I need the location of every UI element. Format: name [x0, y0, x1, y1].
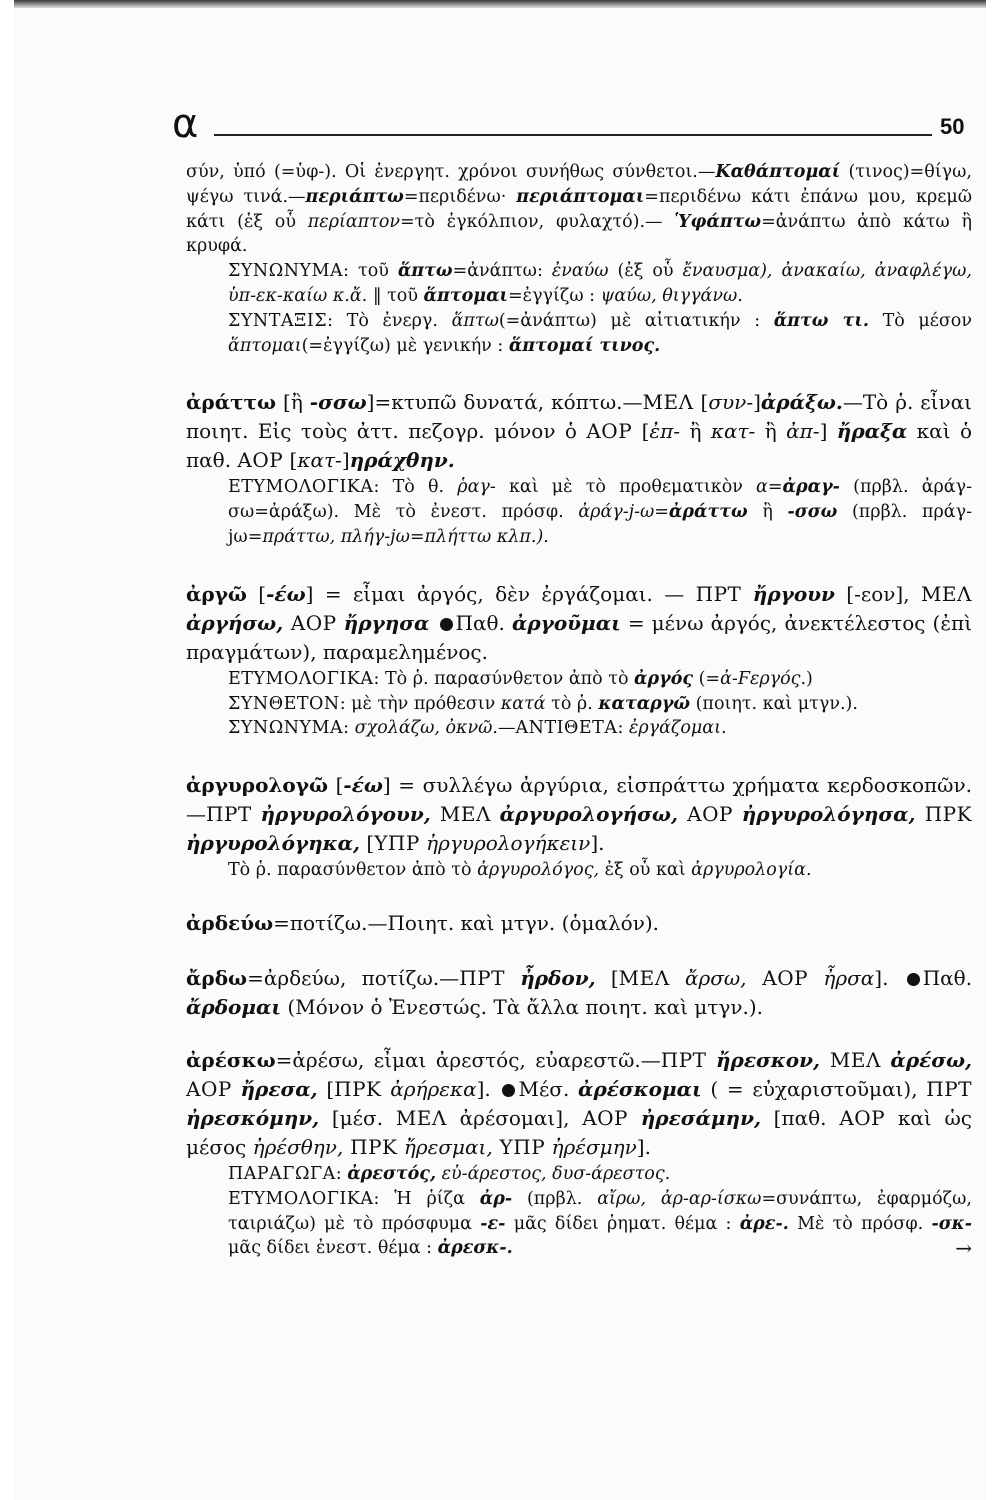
- headword: ἀρέσκω: [186, 1047, 276, 1072]
- paragraph: σύν, ὑπό (=ὑφ-). Οἱ ἐνεργητ. χρόνοι συνήθως σύνθετοι.—Καθάπτομαί (τινος)=θίγω, ψέγω τινά.—περιάπτω=περιδένω· περιάπτομαι=περιδένω κάτι ἐπάνω μου, κρεμῶ κάτι (ἐξ οὗ περίαπτον=τὸ ἐγκόλπιον, φυλαχτό).— Ὑφάπτω=ἀνάπτω ἀπὸ κάτω ἢ κρυφά.: [186, 162, 972, 257]
- synonyms-line: ΣΥΝΩΝΥΜΑ: τοῦ ἅπτω=ἀνάπτω: ἐναύω (ἐξ οὗ ἔναυσμα), ἀνακαίω, ἀναφλέγω, ὑπ-εκ-καίω κ.ἄ. ‖ τοῦ ἅπτομαι=ἐγγίζω : ψαύω, θιγγάνω.: [228, 261, 972, 306]
- entry-ardo: [186, 964, 972, 1022]
- headword: ἄρδω: [186, 965, 248, 990]
- etymology-line: ΕΤΥΜΟΛΟΓΙΚΑ: Ἡ ῥίζα ἀρ- (πρβλ. αἴρω, ἀρ-αρ-ίσκω=συνάπτω, ἐφαρμόζω, ταιριάζω) μὲ τὸ πρόσφυμα -ε- μᾶς δίδει ῥηματ. θέμα : ἀρε-. Μὲ τὸ πρόσφ. -σκ- μᾶς δίδει ἐνεστ. θέμα : ἀρεσκ-. →: [228, 1188, 972, 1261]
- etymology-line: ΕΤΥΜΟΛΟΓΙΚΑ: Τὸ ῥ. παρασύνθετον ἀπὸ τὸ ἀργός (=ἀ-Ϝεργός.): [228, 668, 813, 689]
- synonyms-line: ΣΥΝΩΝΥΜΑ: σχολάζω, ὀκνῶ.—ΑΝΤΙΘΕΤΑ: ἐργάζομαι.: [228, 718, 727, 739]
- header-rule: [214, 134, 932, 136]
- dictionary-content: [186, 160, 972, 1261]
- page-number: 50: [940, 114, 965, 139]
- entry-hapto-continuation: [186, 160, 972, 358]
- syntax-line: ΣΥΝΤΑΞΙΣ: Τὸ ἐνεργ. ἅπτω(=ἀνάπτω) μὲ αἰτιατικήν : ἅπτω τι. Τὸ μέσον ἅπτομαι(=ἐγγίζω) μὲ γενικήν : ἅπτομαί τινος.: [228, 310, 972, 356]
- entry-aresko: [186, 1046, 972, 1261]
- continue-arrow-icon: →: [955, 1236, 972, 1261]
- note-line: Τὸ ῥ. παρασύνθετον ἀπὸ τὸ ἀργυρολόγος, ἐξ οὗ καὶ ἀργυρολογία.: [228, 860, 812, 881]
- entry-headline: ἀργῶ [-έω] = εἶμαι ἀργός, δὲν ἐργάζομαι. — ΠΡΤ ἤργουν [-εον], ΜΕΛ ἀργήσω, ΑΟΡ ἤργησα Παθ. ἀργοῦμαι = μένω ἀργός, ἀνεκτέλεστος (ἐπὶ πραγμάτων), παραμελημένος.: [186, 581, 973, 664]
- headword: ἀρδεύω: [186, 910, 274, 935]
- bullet-dot: [502, 1084, 515, 1097]
- page-top-edge: [14, 0, 986, 8]
- entry-headline: ἀργυρολογῶ [-έω] = συλλέγω ἀργύρια, εἰσπράττω χρήματα κερδοσκοπῶν.—ΠΡΤ ἠργυρολόγουν, ΜΕΛ ἀργυρολογήσω, ΑΟΡ ἠργυρολόγησα, ΠΡΚ ἠργυρολόγηκα, [ΥΠΡ ἠργυρολογήκειν].: [186, 773, 973, 856]
- section-letter: α: [172, 101, 199, 147]
- entry-headline: ἀρέσκω=ἀρέσω, εἶμαι ἀρεστός, εὐαρεστῶ.—ΠΡΤ ἤρεσκον, ΜΕΛ ἀρέσω, ΑΟΡ ἤρεσα, [ΠΡΚ ἀρήρεκα]. Μέσ. ἀρέσκομαι ( = εὐχαριστοῦμαι), ΠΡΤ ἠρεσκόμην, [μέσ. ΜΕΛ ἀρέσομαι], ΑΟΡ ἠρεσάμην, [παθ. ΑΟΡ καὶ ὡς μέσος ἠρέσθην, ΠΡΚ ἤρεσμαι, ΥΠΡ ἠρέσμην].: [186, 1047, 973, 1159]
- headword: ἀργῶ: [186, 581, 247, 606]
- entry-argo: [186, 580, 972, 741]
- etymology-line: ΕΤΥΜΟΛΟΓΙΚΑ: Τὸ θ. ῥαγ- καὶ μὲ τὸ προθεματικὸν α=ἀραγ- (πρβλ. ἀράγ-σω=ἀράξω). Μὲ τὸ ἐνεστ. πρόσφ. ἀράγ-j-ω=ἀράττω ἢ -σσω (πρβλ. πράγ-jω=πράττω, πλήγ-jω=πλήττω κλπ.).: [228, 477, 972, 547]
- page: [14, 0, 986, 1500]
- entry-headline: ἀρδεύω=ποτίζω.—Ποιητ. καὶ μτγν. (ὁμαλόν).: [186, 910, 660, 935]
- entry-aratto: [186, 388, 972, 549]
- bullet-dot: [440, 618, 453, 631]
- compound-line: ΣΥΝΘΕΤΟΝ: μὲ τὴν πρόθεσιν κατά τὸ ῥ. καταργῶ (ποιητ. καὶ μτγν.).: [228, 693, 858, 714]
- entry-argyrologo: [186, 771, 972, 883]
- headword: ἀράττω: [186, 390, 277, 415]
- entry-ardeyo: [186, 909, 972, 938]
- bullet-dot: [907, 973, 920, 986]
- page-header: [172, 101, 972, 152]
- entry-headline: ἄρδω=ἀρδεύω, ποτίζω.—ΠΡΤ ἦρδον, [ΜΕΛ ἄρσω, ΑΟΡ ἦρσα]. Παθ. ἄρδομαι (Μόνον ὁ Ἐνεστώς. Τὰ ἄλλα ποιητ. καὶ μτγν.).: [186, 965, 973, 1019]
- headword: ἀργυρολογῶ: [186, 773, 329, 798]
- derivatives-line: ΠΑΡΑΓΩΓΑ: ἀρεστός, εὐ-άρεστος, δυσ-άρεστος.: [228, 1163, 671, 1184]
- entry-headline: ἀράττω [ἢ -σσω]=κτυπῶ δυνατά, κόπτω.—ΜΕΛ [συν-]ἀράξω.—Τὸ ῥ. εἶναι ποιητ. Εἰς τοὺς ἀττ. πεζογρ. μόνον ὁ ΑΟΡ [ἐπ- ἢ κατ- ἢ ἀπ-] ἤραξα καὶ ὁ παθ. ΑΟΡ [κατ-]ηράχθην.: [186, 390, 973, 473]
